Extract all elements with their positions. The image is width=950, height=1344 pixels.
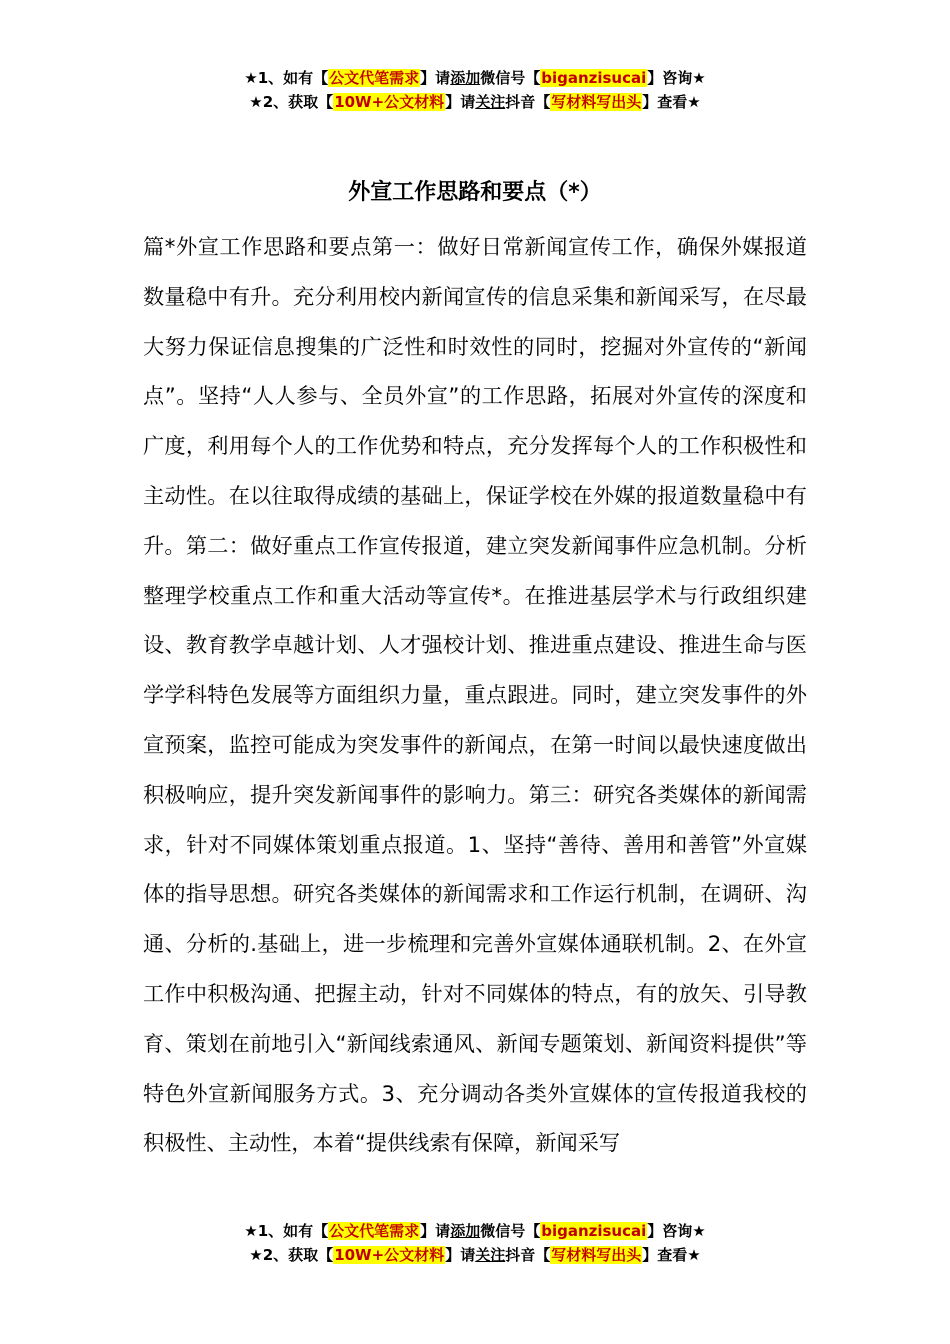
underlined-text: 添加	[450, 69, 481, 87]
underlined-text: 添加	[450, 1222, 481, 1240]
highlight-douyin-id: 写材料写出头	[551, 1246, 642, 1264]
banner-line-1	[0, 66, 950, 90]
banner-text: 微信号【	[480, 1222, 541, 1240]
banner-text: 】咨询★	[647, 69, 706, 87]
highlight-service: 公文代笔需求	[329, 1222, 420, 1240]
footer-banner	[0, 1219, 950, 1267]
banner-text: 】查看★	[642, 93, 701, 111]
document-title: 外宣工作思路和要点（*）	[348, 180, 602, 205]
banner-text: 】请	[420, 69, 451, 87]
banner-line-2	[0, 1243, 950, 1267]
banner-text: ★2、获取【	[249, 1246, 334, 1264]
banner-text: 】请	[445, 1246, 476, 1264]
banner-line-2	[0, 90, 950, 114]
highlight-materials: 10W+公文材料	[334, 93, 445, 111]
banner-text: 微信号【	[480, 69, 541, 87]
banner-text: 抖音【	[505, 93, 551, 111]
highlight-materials: 10W+公文材料	[334, 1246, 445, 1264]
highlight-wechat-id: biganzisucai	[541, 69, 647, 87]
highlight-service: 公文代笔需求	[329, 69, 420, 87]
banner-text: 抖音【	[505, 1246, 551, 1264]
banner-text: 】咨询★	[647, 1222, 706, 1240]
banner-line-1	[0, 1219, 950, 1243]
banner-text: ★1、如有【	[244, 1222, 329, 1240]
banner-text: 】查看★	[642, 1246, 701, 1264]
banner-text: 】请	[420, 1222, 451, 1240]
header-banner	[0, 66, 950, 114]
banner-text: ★1、如有【	[244, 69, 329, 87]
highlight-douyin-id: 写材料写出头	[551, 93, 642, 111]
document-body: 篇*外宣工作思路和要点第一：做好日常新闻宣传工作，确保外媒报道数量稳中有升。充分利用校内新闻宣传的信息采集和新闻采写，在尽最大努力保证信息搜集的广泛性和时效性的同时，挖掘对外宣传的“新闻点”。坚持“人人参与、全员外宣”的工作思路，拓展对外宣传的深度和广度，利用每个人的工作优势和特点，充分发挥每个人的工作积极性和主动性。在以往取得成绩的基础上，保证学校在外媒的报道数量稳中有升。第二：做好重点工作宣传报道，建立突发新闻事件应急机制。分析整理学校重点工作和重大活动等宣传*。在推进基层学术与行政组织建设、教育教学卓越计划、人才强校计划、推进重点建设、推进生命与医学学科特色发展等方面组织力量，重点跟进。同时，建立突发事件的外宣预案，监控可能成为突发事件的新闻点，在第一时间以最快速度做出积极响应，提升突发新闻事件的影响力。第三：研究各类媒体的新闻需求，针对不同媒体策划重点报道。1、坚持“善待、善用和善管”外宣媒体的指导思想。研究各类媒体的新闻需求和工作运行机制，在调研、沟通、分析的.基础上，进一步梳理和完善外宣媒体通联机制。2、在外宣工作中积极沟通、把握主动，针对不同媒体的特点，有的放矢、引导教育、策划在前地引入“新闻线索通风、新闻专题策划、新闻资料提供”等特色外宣新闻服务方式。3、充分调动各类外宣媒体的宣传报道我校的积极性、主动性，本着“提供线索有保障，新闻采写	[143, 234, 807, 1156]
highlight-wechat-id: biganzisucai	[541, 1222, 647, 1240]
banner-text: 】请	[445, 93, 476, 111]
underlined-text: 关注	[475, 93, 506, 111]
underlined-text: 关注	[475, 1246, 506, 1264]
banner-text: ★2、获取【	[249, 93, 334, 111]
